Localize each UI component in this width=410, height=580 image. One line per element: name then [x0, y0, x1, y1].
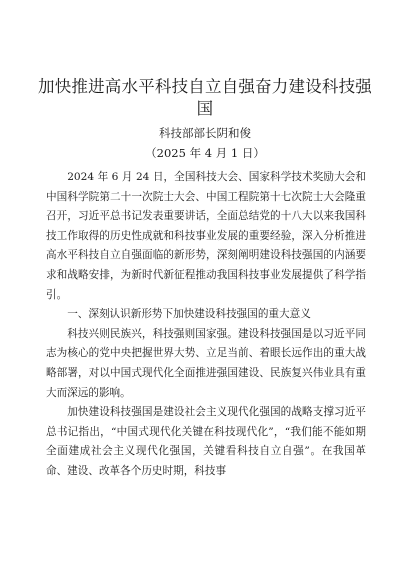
date-line: （2025 年 4 月 1 日） — [145, 146, 265, 160]
section-heading: 一、深刻认识新形势下加快建设科技强国的重大意义 — [67, 308, 311, 321]
body-paragraph: 2024 年 6 月 24 日，全国科技大会、国家科学技术奖励大会和中国科学院第二十一次院士大会、中国工程院第十七次院士大会隆重召开，习近平总书记发表重要讲话，全面总结党的十八大以来我国科技工作取得的历史性成就和科技事业发展的重要经验，深入分析推进高水平科技自立自强面临的新形势，深刻阐明建设科技强国的内涵要求和战略安排，为新时代新征程推动我国科技事业发展提供了科学指引。 — [46, 171, 366, 301]
body-paragraph: 加快建设科技强国是建设社会主义现代化强国的战略支撑习近平总书记指出，“中国式现代化关键在科技现代化”，“我们能不能如期全面建成社会主义现代化强国，关键看科技自立自强”。在我国革命、建设、改革各个历史时期，科技事 — [46, 406, 366, 477]
author-line: 科技部部长阴和俊 — [159, 126, 251, 140]
body-paragraph: 科技兴则民族兴，科技强则国家强。建设科技强国是以习近平同志为核心的党中央把握世界大势、立足当前、着眼长远作出的重大战略部署，对以中国式现代化全面推进强国建设、民族复兴伟业具有重大而深远的影响。 — [46, 327, 366, 399]
document-title: 加快推进高水平科技自立自强奋力建设科技强国 — [38, 77, 372, 118]
document-body — [46, 168, 366, 482]
